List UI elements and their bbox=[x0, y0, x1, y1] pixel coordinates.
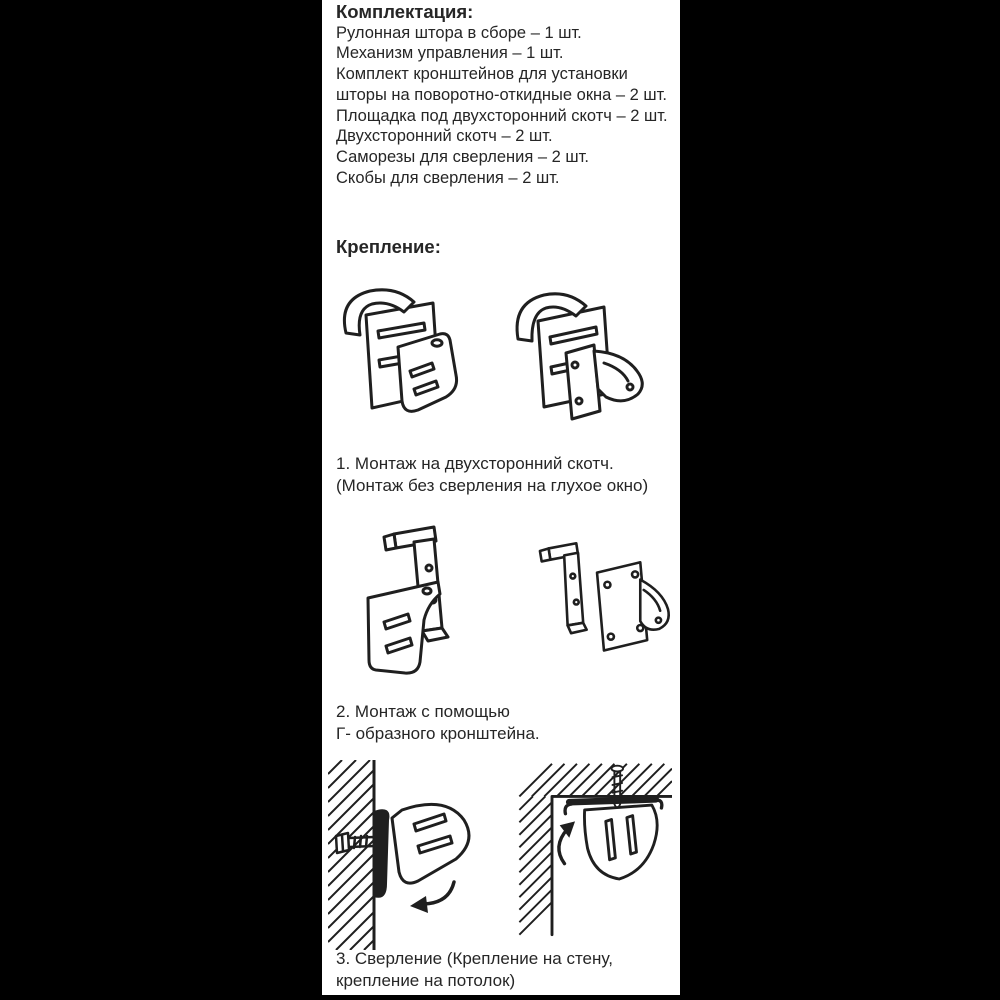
step-caption-line: 1. Монтаж на двухсторонний скотч. bbox=[336, 454, 614, 473]
step-caption-line: Г- образного кронштейна. bbox=[336, 724, 540, 743]
step3-caption bbox=[336, 948, 613, 992]
package-item-line: Механизм управления – 1 шт. bbox=[336, 44, 564, 63]
wall-drill-mount-icon bbox=[328, 760, 478, 950]
step-caption-line: крепление на потолок) bbox=[336, 971, 516, 990]
package-item-line: Скобы для сверления – 2 шт. bbox=[336, 168, 560, 187]
package-item-line: Двухсторонний скотч – 2 шт. bbox=[336, 127, 553, 146]
package-item-line: Саморезы для сверления – 2 шт. bbox=[336, 147, 589, 166]
step2-illustrations bbox=[322, 510, 680, 698]
step1-illustrations bbox=[322, 281, 680, 453]
step-caption-line: 2. Монтаж с помощью bbox=[336, 702, 510, 721]
step3-illustrations bbox=[322, 760, 680, 946]
l-hook-bracket-with-plate-icon bbox=[514, 510, 674, 695]
ceiling-drill-mount-icon bbox=[504, 760, 672, 950]
step2-caption bbox=[336, 701, 540, 745]
l-hook-bracket-with-gusset-icon bbox=[342, 510, 482, 695]
step-caption-line: 3. Сверление (Крепление на стену, bbox=[336, 949, 613, 968]
package-contents-heading: Комплектация: bbox=[336, 1, 474, 22]
step-caption-line: (Монтаж без сверления на глухое окно) bbox=[336, 476, 649, 495]
package-item-line: Рулонная штора в сборе – 1 шт. bbox=[336, 23, 582, 42]
step1-caption bbox=[336, 453, 648, 497]
package-contents-block bbox=[336, 2, 668, 188]
mounting-heading: Крепление: bbox=[336, 236, 441, 257]
package-item-line: Площадка под двухсторонний скотч – 2 шт. bbox=[336, 106, 668, 125]
package-item-line: Комплект кронштейнов для установки bbox=[336, 65, 628, 84]
instruction-page bbox=[322, 0, 680, 995]
tape-mount-bracket-side-icon bbox=[504, 281, 654, 453]
tape-mount-bracket-front-icon bbox=[330, 281, 470, 453]
package-item-line: шторы на поворотно-откидные окна – 2 шт. bbox=[336, 85, 667, 104]
